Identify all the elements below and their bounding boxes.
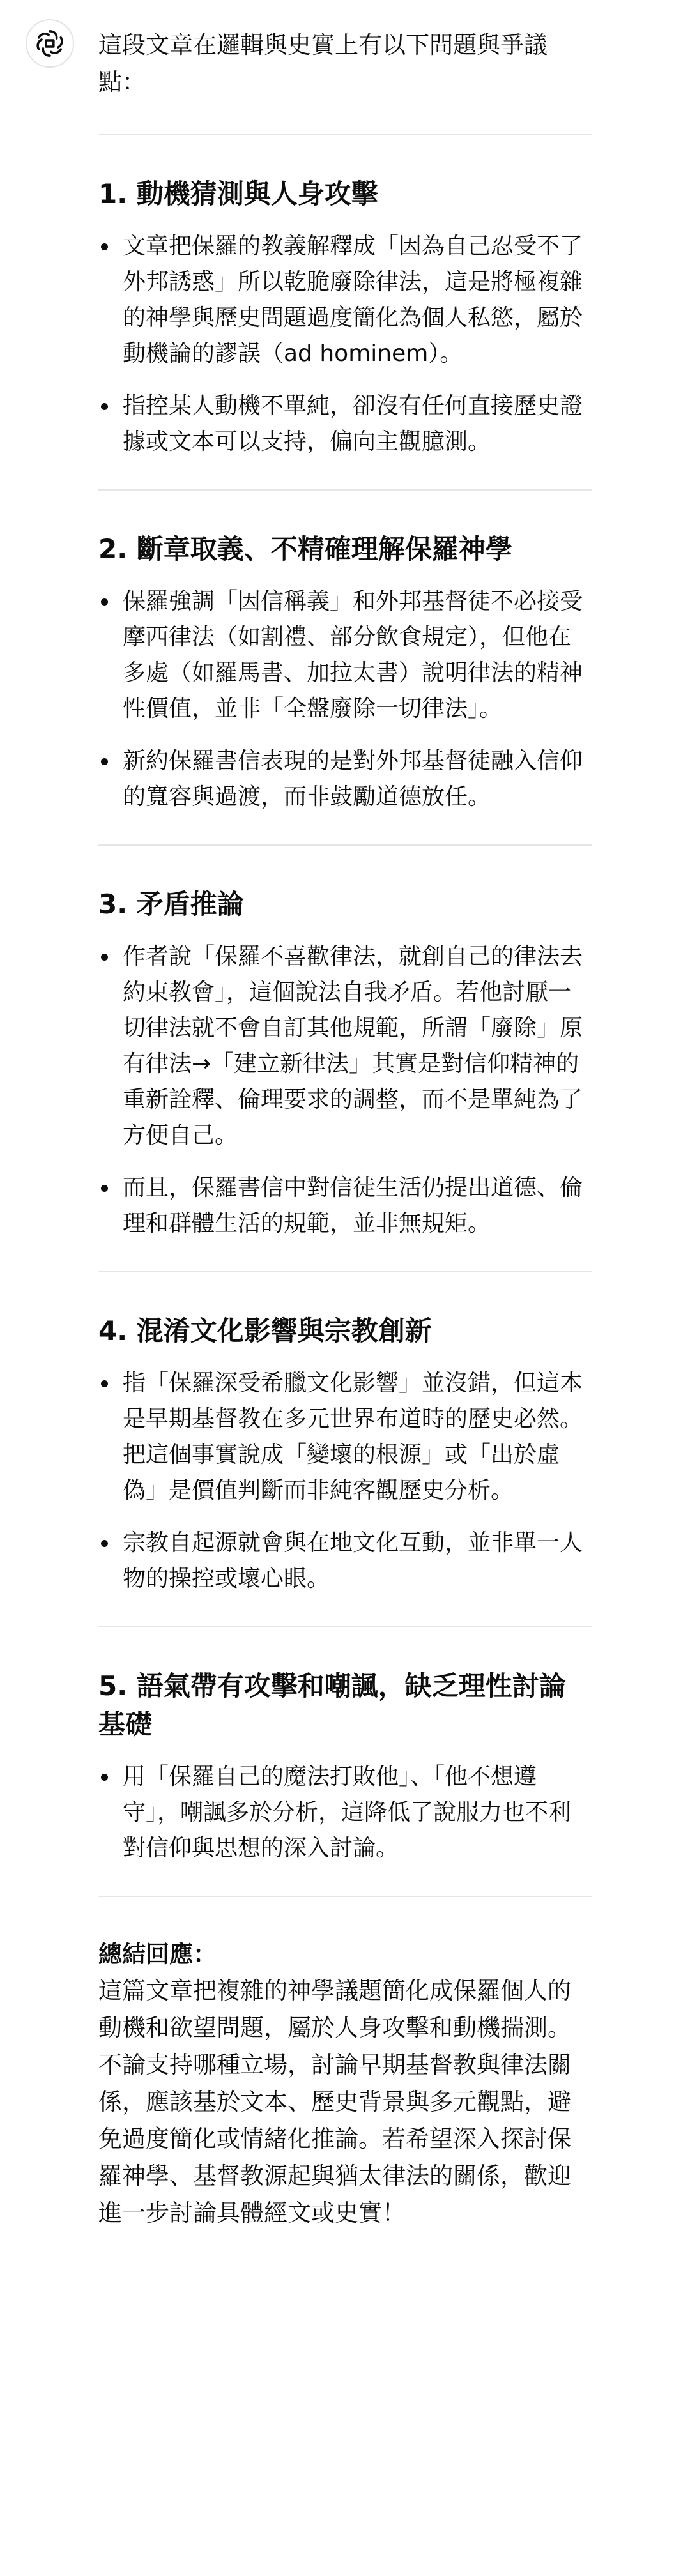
section-divider bbox=[98, 134, 592, 135]
bullet-item: 保羅強調「因信稱義」和外邦基督徒不必接受摩西律法（如割禮、部分飲食規定），但他在多處（如羅馬書、加拉太書）說明律法的精神性價值，並非「全盤廢除一切律法」。 bbox=[98, 584, 592, 727]
bullet-list bbox=[98, 939, 592, 1242]
section-divider bbox=[98, 1896, 592, 1897]
assistant-message bbox=[98, 0, 592, 2232]
section-5 bbox=[98, 1667, 592, 1866]
summary-body: 這篇文章把複雜的神學議題簡化成保羅個人的動機和欲望問題，屬於人身攻擊和動機揣測。不論支持哪種立場，討論早期基督教與律法關係，應該基於文本、歷史背景與多元觀點，避免過度簡化或情緒化推論。若希望深入探討保羅神學、基督教源起與猶太律法的關係，歡迎進一步討論具體經文或史實！ bbox=[98, 1977, 571, 2227]
section-3 bbox=[98, 885, 592, 1242]
bullet-item: 指控某人動機不單純，卻沒有任何直接歷史證據或文本可以支持，偏向主觀臆測。 bbox=[98, 388, 592, 460]
openai-logo-icon bbox=[34, 27, 66, 59]
bullet-item: 文章把保羅的教義解釋成「因為自己忍受不了外邦誘惑」所以乾脆廢除律法，這是將極複雜的神學與歷史問題過度簡化為個人私慾，屬於動機論的謬誤（ad hominem）。 bbox=[98, 229, 592, 372]
section-heading: 3. 矛盾推論 bbox=[98, 888, 244, 920]
bullet-item: 指「保羅深受希臘文化影響」並沒錯，但這本是早期基督教在多元世界布道時的歷史必然。把這個事實說成「變壞的根源」或「出於虛偽」是價值判斷而非純客觀歷史分析。 bbox=[98, 1366, 592, 1509]
section-divider bbox=[98, 1271, 592, 1272]
bullet-item: 而且，保羅書信中對信徒生活仍提出道德、倫理和群體生活的規範，並非無規矩。 bbox=[98, 1170, 592, 1242]
bullet-list bbox=[98, 584, 592, 815]
section-2 bbox=[98, 530, 592, 815]
section-4 bbox=[98, 1312, 592, 1597]
bullet-item: 用「保羅自己的魔法打敗他」、「他不想遵守」，嘲諷多於分析，這降低了說服力也不利對信仰與思想的深入討論。 bbox=[98, 1759, 592, 1866]
section-heading: 2. 斷章取義、不精確理解保羅神學 bbox=[98, 533, 512, 565]
assistant-avatar bbox=[26, 19, 74, 68]
section-heading: 4. 混淆文化影響與宗教創新 bbox=[98, 1315, 432, 1346]
section-1 bbox=[98, 175, 592, 460]
bullet-item: 宗教自起源就會與在地文化互動，並非單一人物的操控或壞心眼。 bbox=[98, 1525, 592, 1597]
section-heading: 5. 語氣帶有攻擊和嘲諷，缺乏理性討論基礎 bbox=[98, 1670, 566, 1740]
section-divider bbox=[98, 844, 592, 846]
message-intro: 這段文章在邏輯與史實上有以下問題與爭議點： bbox=[98, 31, 548, 96]
section-heading: 1. 動機猜測與人身攻擊 bbox=[98, 178, 378, 210]
bullet-list bbox=[98, 1759, 592, 1866]
bullet-list bbox=[98, 1366, 592, 1597]
section-divider bbox=[98, 489, 592, 491]
summary-title: 總結回應： bbox=[98, 1940, 217, 1968]
section-divider bbox=[98, 1626, 592, 1627]
bullet-item: 新約保羅書信表現的是對外邦基督徒融入信仰的寬容與過渡，而非鼓勵道德放任。 bbox=[98, 743, 592, 815]
bullet-item: 作者說「保羅不喜歡律法，就創自己的律法去約束教會」，這個說法自我矛盾。若他討厭一切律法就不會自訂其他規範，所謂「廢除」原有律法→「建立新律法」其實是對信仰精神的重新詮釋、倫理要求的調整，而不是單純為了方便自己。 bbox=[98, 939, 592, 1154]
bullet-list bbox=[98, 229, 592, 460]
summary bbox=[98, 1937, 592, 2232]
